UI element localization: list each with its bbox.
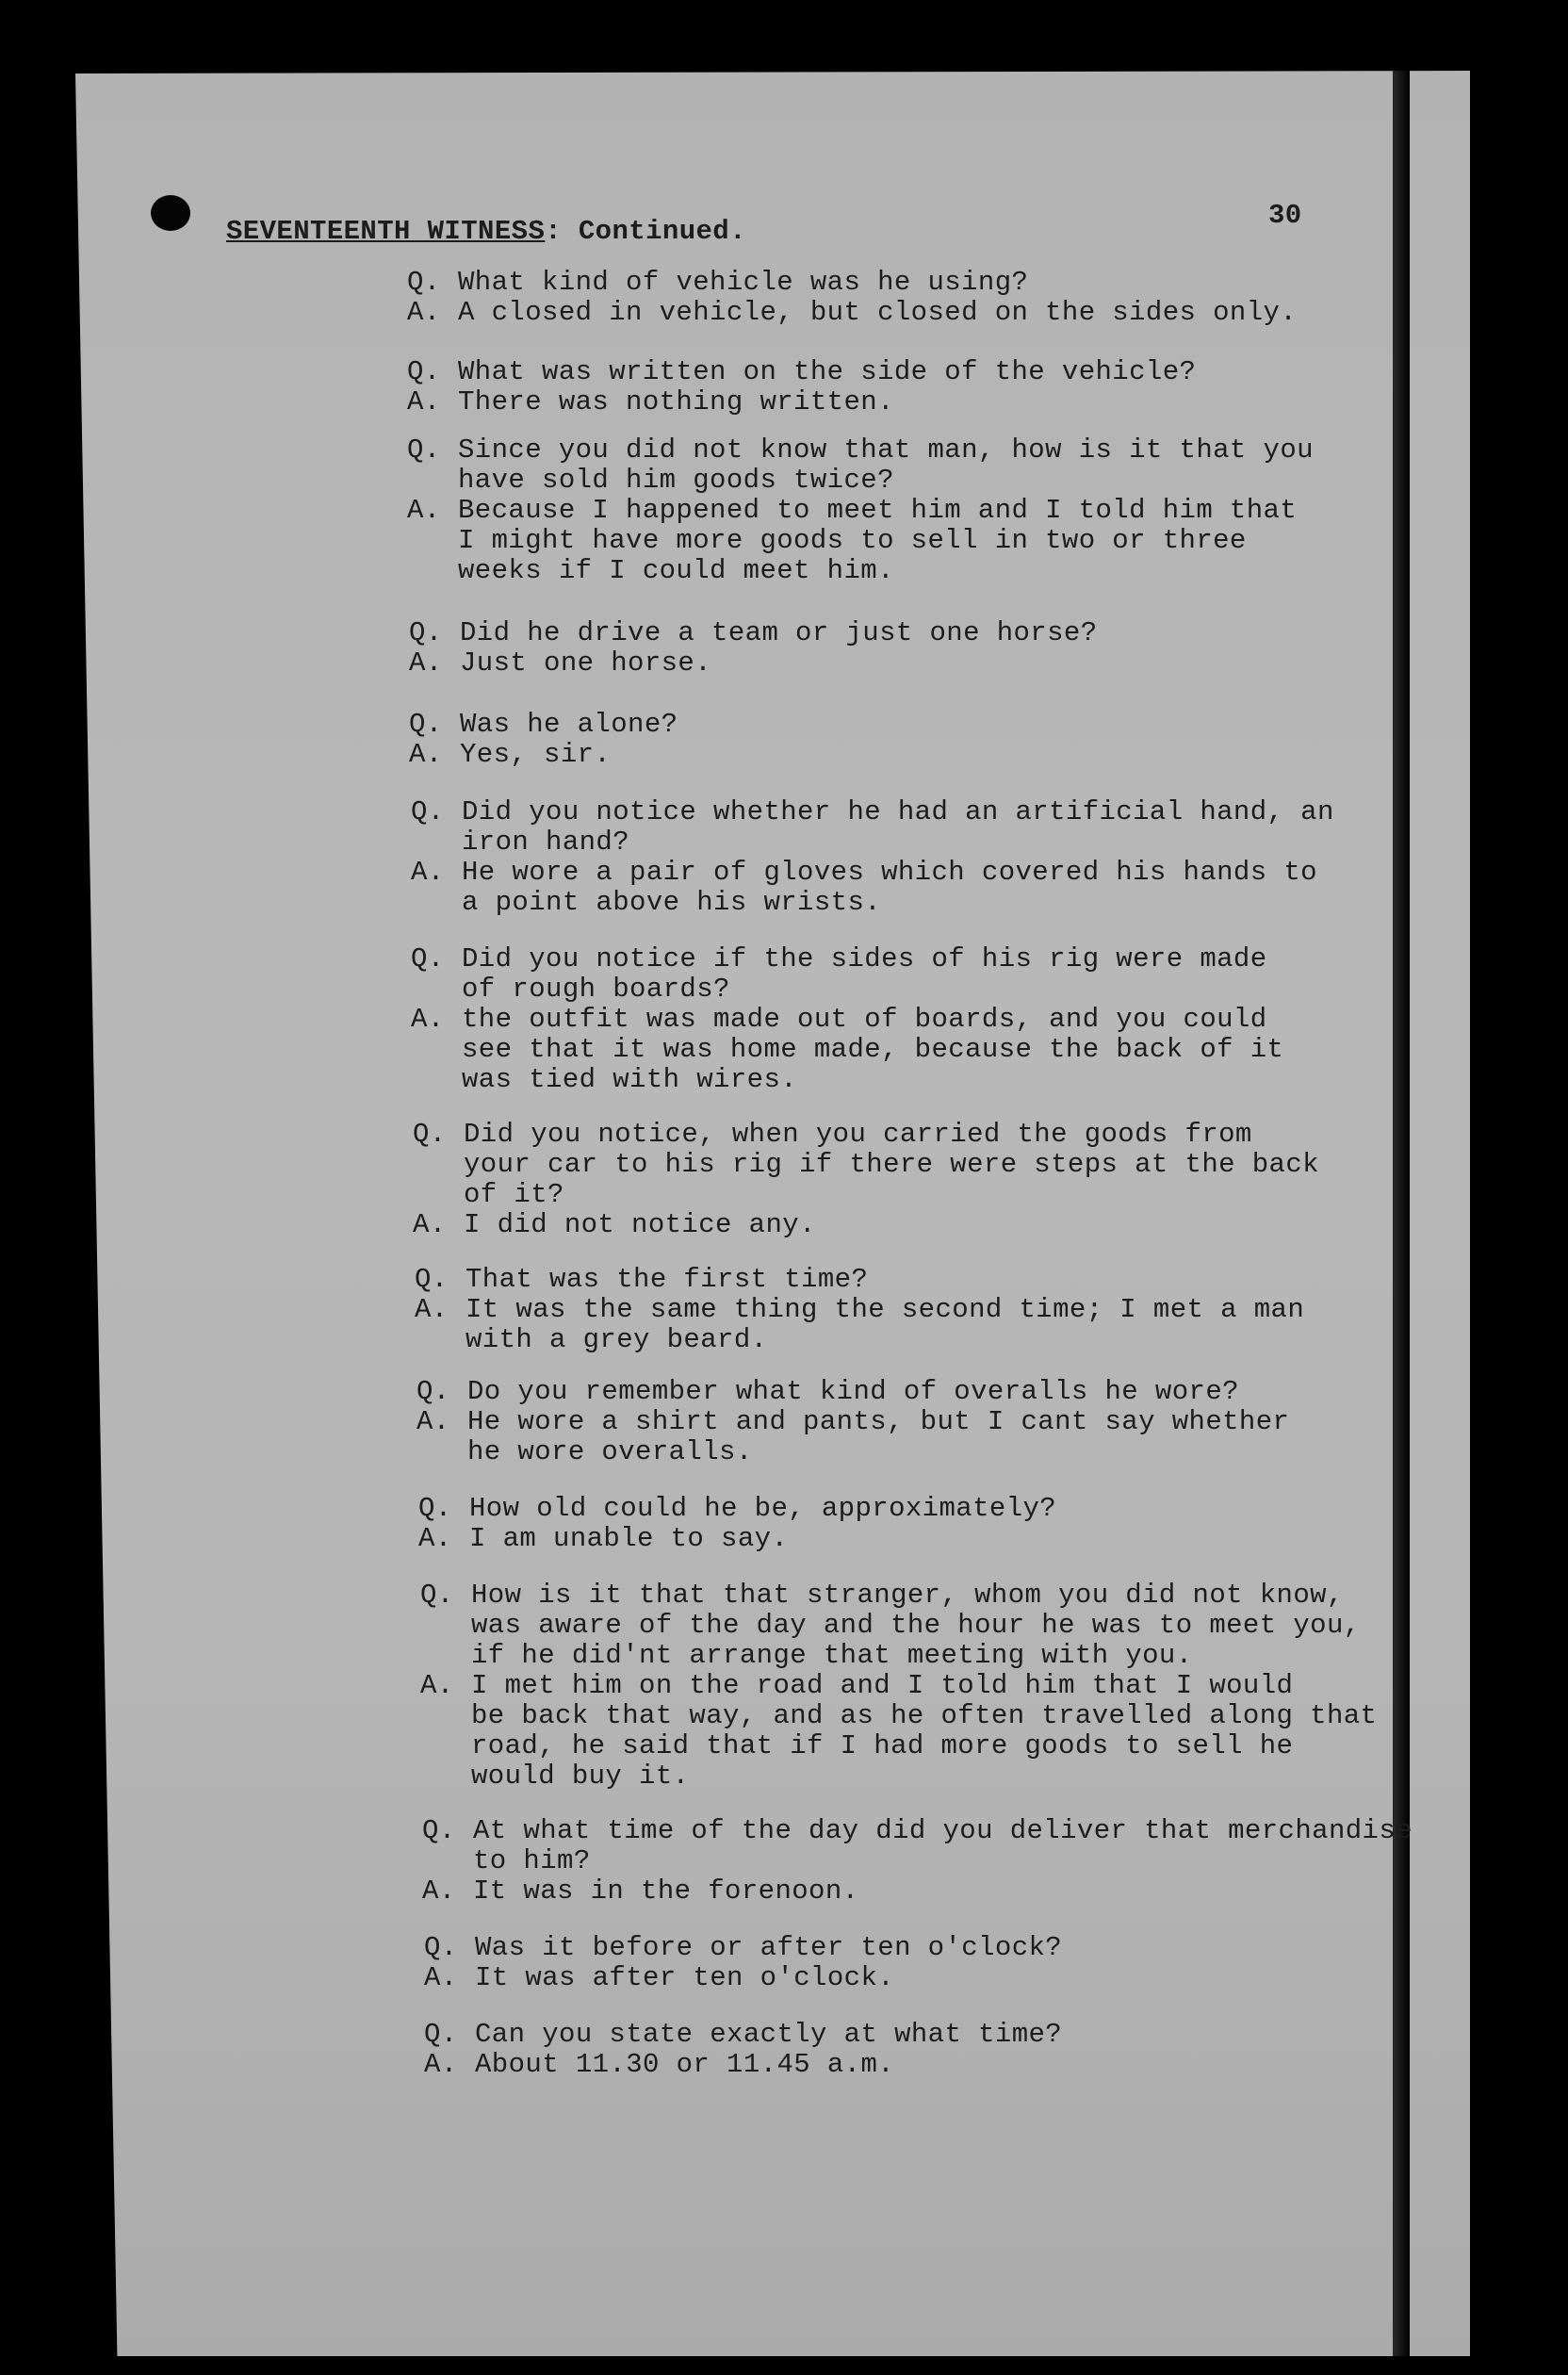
question-line xyxy=(407,435,1491,466)
answer-text: I met him on the road and I told him that I would xyxy=(471,1670,1294,1701)
question-marker: Q. xyxy=(413,1119,447,1150)
punch-hole xyxy=(151,195,190,231)
answer-line xyxy=(407,526,1491,556)
question-line xyxy=(413,1150,1496,1180)
question-text: of rough boards? xyxy=(462,974,730,1005)
question-marker: Q. xyxy=(409,617,443,648)
answer-line xyxy=(411,1065,1494,1095)
question-line xyxy=(420,1611,1504,1641)
answer-text: Just one horse. xyxy=(460,647,712,679)
question-text: if he did'nt arrange that meeting with you. xyxy=(471,1640,1193,1671)
question-line xyxy=(418,1494,1502,1524)
question-marker: Q. xyxy=(416,1376,450,1407)
question-text: What was written on the side of the vehicle? xyxy=(458,356,1197,387)
answer-text: I did not notice any. xyxy=(464,1209,816,1240)
answer-marker: A. xyxy=(411,857,445,888)
question-text: Can you state exactly at what time? xyxy=(475,2019,1063,2050)
qa-pair xyxy=(415,1265,1498,1355)
answer-text: It was in the forenoon. xyxy=(473,1875,859,1907)
answer-line xyxy=(407,298,1491,328)
answer-text: A closed in vehicle, but closed on the sides only. xyxy=(458,297,1298,328)
answer-line xyxy=(418,1524,1502,1554)
qa-pair xyxy=(411,797,1494,918)
question-text: How is it that that stranger, whom you did not know, xyxy=(471,1580,1344,1611)
qa-pair xyxy=(407,435,1491,586)
answer-line xyxy=(415,1325,1498,1355)
answer-line xyxy=(416,1437,1500,1467)
answer-text: It was the same thing the second time; I met a man xyxy=(466,1294,1305,1325)
answer-marker: A. xyxy=(416,1406,450,1437)
question-line xyxy=(411,827,1494,858)
question-marker: Q. xyxy=(409,709,443,740)
answer-marker: A. xyxy=(422,1875,456,1907)
answer-marker: A. xyxy=(411,1004,445,1035)
answer-line xyxy=(407,496,1491,526)
question-line xyxy=(413,1180,1496,1210)
question-marker: Q. xyxy=(422,1815,456,1846)
question-line xyxy=(413,1120,1496,1150)
answer-text: be back that way, and as he often travelled along that xyxy=(471,1700,1378,1731)
question-line xyxy=(411,944,1494,975)
qa-pair xyxy=(411,944,1494,1095)
question-line xyxy=(422,1846,1506,1876)
question-marker: Q. xyxy=(407,267,441,298)
question-line xyxy=(411,975,1494,1005)
answer-text: see that it was home made, because the back of it xyxy=(462,1034,1284,1065)
answer-marker: A. xyxy=(420,1670,454,1701)
question-line xyxy=(407,466,1491,496)
question-text: Did you notice, when you carried the goods from xyxy=(464,1119,1252,1150)
question-text: have sold him goods twice? xyxy=(458,465,894,496)
question-text: That was the first time? xyxy=(466,1264,869,1295)
answer-text: About 11.30 or 11.45 a.m. xyxy=(475,2049,895,2080)
answer-marker: A. xyxy=(418,1523,452,1554)
answer-line xyxy=(411,1035,1494,1065)
question-text: to him? xyxy=(473,1845,591,1876)
question-text: Was he alone? xyxy=(460,709,678,740)
question-text: was aware of the day and the hour he was to meet you, xyxy=(471,1610,1361,1641)
answer-marker: A. xyxy=(409,647,443,679)
answer-line xyxy=(420,1731,1504,1761)
question-text: iron hand? xyxy=(462,827,630,858)
question-line xyxy=(409,710,1493,740)
header-suffix: : Continued. xyxy=(545,216,746,247)
question-marker: Q. xyxy=(411,943,445,975)
answer-text: He wore a pair of gloves which covered his hands to xyxy=(462,857,1317,888)
question-line xyxy=(424,1933,1508,1963)
answer-text: Yes, sir. xyxy=(460,739,612,770)
section-header xyxy=(226,217,746,247)
answer-line xyxy=(416,1407,1500,1437)
answer-line xyxy=(420,1701,1504,1731)
qa-pair xyxy=(409,618,1493,679)
question-marker: Q. xyxy=(407,434,441,466)
question-marker: Q. xyxy=(424,1932,458,1963)
answer-text: There was nothing written. xyxy=(458,386,894,418)
page-number: 30 xyxy=(1268,200,1302,231)
qa-pair xyxy=(409,710,1493,770)
answer-line xyxy=(413,1210,1496,1240)
question-text: Did you notice if the sides of his rig were made xyxy=(462,943,1267,975)
question-text: your car to his rig if there were steps at the back xyxy=(464,1149,1319,1180)
question-marker: Q. xyxy=(420,1580,454,1611)
question-line xyxy=(411,797,1494,827)
question-text: Do you remember what kind of overalls he wore? xyxy=(467,1376,1239,1407)
question-text: At what time of the day did you deliver that merchandise xyxy=(473,1815,1413,1846)
answer-line xyxy=(411,858,1494,888)
question-marker: Q. xyxy=(415,1264,449,1295)
answer-marker: A. xyxy=(413,1209,447,1240)
answer-marker: A. xyxy=(424,2049,458,2080)
question-marker: Q. xyxy=(418,1493,452,1524)
qa-pair xyxy=(407,357,1491,418)
question-marker: Q. xyxy=(411,796,445,827)
question-line xyxy=(407,357,1491,387)
question-text: Did he drive a team or just one horse? xyxy=(460,617,1098,648)
answer-line xyxy=(409,740,1493,770)
answer-text: with a grey beard. xyxy=(466,1324,768,1355)
question-marker: Q. xyxy=(424,2019,458,2050)
question-line xyxy=(420,1641,1504,1671)
question-text: Since you did not know that man, how is it that you xyxy=(458,434,1314,466)
answer-marker: A. xyxy=(407,297,441,328)
question-line xyxy=(409,618,1493,648)
question-marker: Q. xyxy=(407,356,441,387)
answer-text: weeks if I could meet him. xyxy=(458,555,894,586)
question-line xyxy=(415,1265,1498,1295)
answer-text: a point above his wrists. xyxy=(462,887,882,918)
answer-line xyxy=(424,1963,1508,1993)
qa-pair xyxy=(416,1377,1500,1467)
answer-line xyxy=(409,648,1493,679)
question-line xyxy=(424,2020,1508,2050)
question-line xyxy=(420,1581,1504,1611)
answer-text: He wore a shirt and pants, but I cant say whether xyxy=(467,1406,1290,1437)
answer-line xyxy=(424,2050,1508,2080)
qa-pair xyxy=(407,268,1491,328)
answer-text: road, he said that if I had more goods to sell he xyxy=(471,1730,1294,1761)
answer-line xyxy=(422,1876,1506,1907)
answer-text: he wore overalls. xyxy=(467,1436,753,1467)
answer-text: It was after ten o'clock. xyxy=(475,1962,895,1993)
qa-pair xyxy=(424,2020,1508,2080)
answer-marker: A. xyxy=(424,1962,458,1993)
question-line xyxy=(407,268,1491,298)
answer-marker: A. xyxy=(407,386,441,418)
qa-pair xyxy=(420,1581,1504,1792)
answer-text: the outfit was made out of boards, and you could xyxy=(462,1004,1267,1035)
question-text: What kind of vehicle was he using? xyxy=(458,267,1029,298)
answer-text: I might have more goods to sell in two or three xyxy=(458,525,1247,556)
answer-line xyxy=(407,387,1491,418)
qa-pair xyxy=(422,1816,1506,1907)
answer-line xyxy=(411,888,1494,918)
answer-text: would buy it. xyxy=(471,1761,690,1792)
question-text: of it? xyxy=(464,1179,564,1210)
answer-text: was tied with wires. xyxy=(462,1064,798,1095)
answer-line xyxy=(411,1005,1494,1035)
answer-text: I am unable to say. xyxy=(469,1523,789,1554)
question-text: How old could he be, approximately? xyxy=(469,1493,1057,1524)
answer-line xyxy=(420,1761,1504,1792)
qa-pair xyxy=(413,1120,1496,1240)
qa-pair xyxy=(418,1494,1502,1554)
answer-line xyxy=(415,1295,1498,1325)
answer-marker: A. xyxy=(415,1294,449,1325)
question-line xyxy=(422,1816,1506,1846)
witness-title: SEVENTEENTH WITNESS xyxy=(226,216,546,247)
answer-marker: A. xyxy=(407,495,441,526)
answer-line xyxy=(420,1671,1504,1701)
question-text: Was it before or after ten o'clock? xyxy=(475,1932,1063,1963)
qa-pair xyxy=(424,1933,1508,1993)
question-text: Did you notice whether he had an artificial hand, an xyxy=(462,796,1334,827)
answer-text: Because I happened to meet him and I told him that xyxy=(458,495,1298,526)
question-line xyxy=(416,1377,1500,1407)
answer-line xyxy=(407,556,1491,586)
answer-marker: A. xyxy=(409,739,443,770)
